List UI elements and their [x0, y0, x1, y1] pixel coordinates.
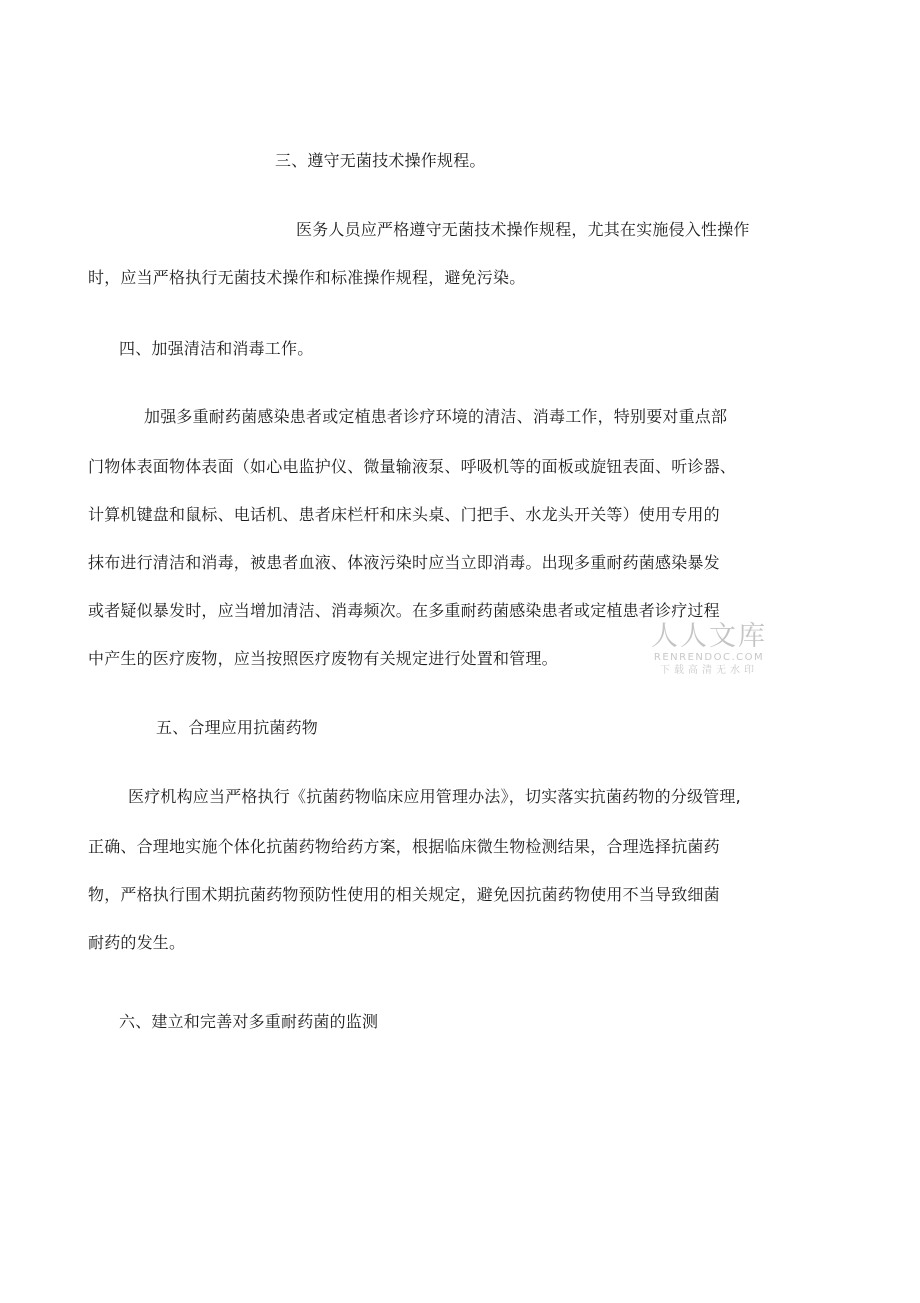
- section-3-heading: 三、遵守无菌技术操作规程。: [275, 151, 486, 170]
- watermark-slogan: 下载高清无水印: [660, 665, 758, 676]
- section-4-heading: 四、加强清洁和消毒工作。: [119, 339, 314, 358]
- section-5-line-4: 耐药的发生。: [88, 933, 186, 952]
- section-3-line-1: 医务人员应严格遵守无菌技术操作规程，尤其在实施侵入性操作: [296, 220, 750, 239]
- section-6-heading: 六、建立和完善对多重耐药菌的监测: [119, 1012, 379, 1031]
- section-5-line-2: 正确、合理地实施个体化抗菌药物给药方案，根据临床微生物检测结果，合理选择抗菌药: [88, 837, 720, 856]
- section-4-line-4: 抹布进行清洁和消毒，被患者血液、体液污染时应当立即消毒。出现多重耐药菌感染暴发: [88, 553, 720, 572]
- section-4-line-6: 中产生的医疗废物，应当按照医疗废物有关规定进行处置和管理。: [88, 649, 558, 668]
- section-3-line-2: 时，应当严格执行无菌技术操作和标准操作规程，避免污染。: [88, 268, 526, 287]
- watermark-title: 人人文库: [651, 621, 767, 652]
- section-5-line-1: 医疗机构应当严格执行《抗菌药物临床应用管理办法》，切实落实抗菌药物的分级管理,: [128, 787, 741, 806]
- section-4-line-5: 或者疑似暴发时，应当增加清洁、消毒频次。在多重耐药菌感染患者或定植患者诊疗过程: [88, 601, 720, 620]
- section-5-line-3: 物，严格执行围术期抗菌药物预防性使用的相关规定，避免因抗菌药物使用不当导致细菌: [88, 885, 720, 904]
- watermark-domain: RENRENDOC.COM: [653, 652, 765, 663]
- section-4-line-1: 加强多重耐药菌感染患者或定植患者诊疗环境的清洁、消毒工作，特别要对重点部: [144, 407, 728, 426]
- section-4-line-3: 计算机键盘和鼠标、电话机、患者床栏杆和床头桌、门把手、水龙头开关等）使用专用的: [88, 505, 720, 524]
- section-4-line-2: 门物体表面物体表面（如心电监护仪、微量输液泵、呼吸机等的面板或旋钮表面、听诊器、: [88, 457, 737, 476]
- section-5-heading: 五、合理应用抗菌药物: [156, 718, 319, 737]
- watermark: [646, 622, 772, 678]
